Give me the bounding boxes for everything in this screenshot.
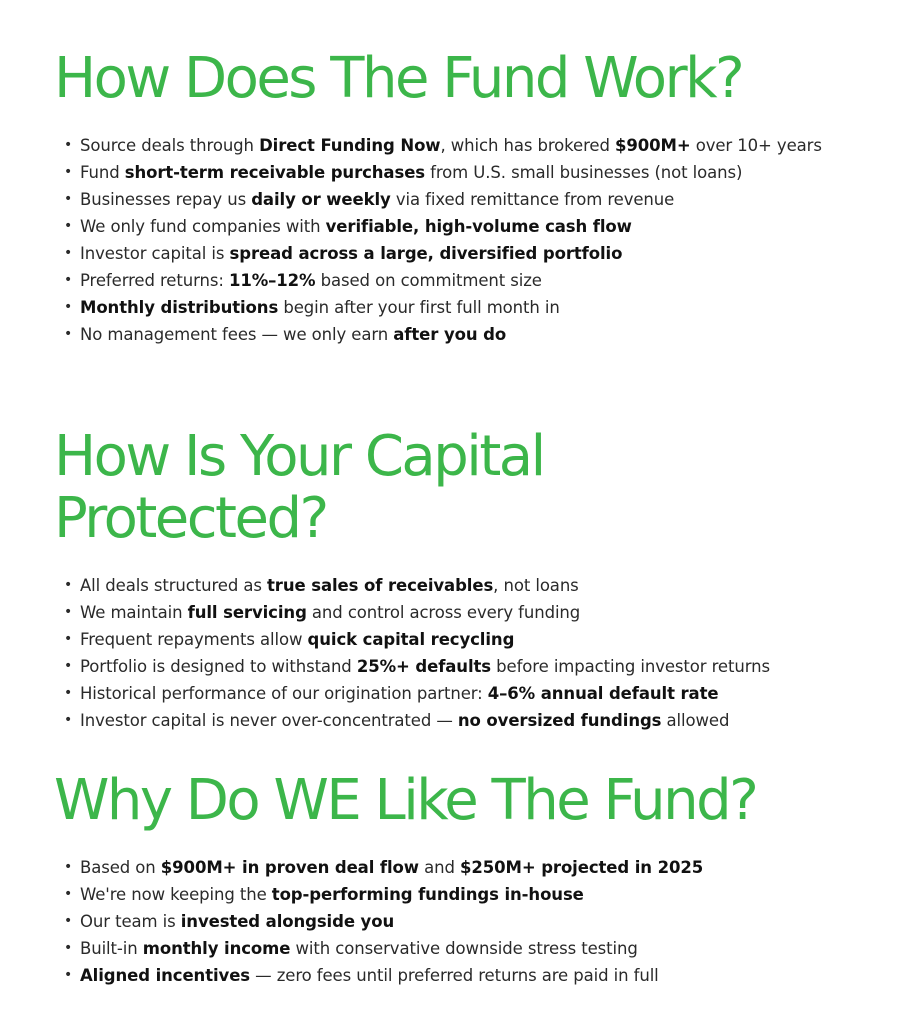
text: No management fees — we only earn [80,325,394,344]
bullet-item [54,626,854,653]
bullet-item [54,599,854,626]
section-how-fund-works [54,48,854,348]
text: via fixed remittance from revenue [390,190,675,209]
text: , which has brokered [440,136,615,155]
bullet-list [54,854,854,989]
bold-text: Direct Funding Now [259,136,441,155]
text: Investor capital is [80,244,230,263]
bullet-item [54,962,854,989]
bullet-item [54,908,854,935]
bold-text: after you do [393,325,507,344]
section-why-we-like-fund [54,770,854,989]
text: We only fund companies with [80,217,326,236]
text: , not loans [493,576,579,595]
bold-text: $250M+ projected in 2025 [459,858,704,877]
bullet-item [54,653,854,680]
bullet-item [54,240,854,267]
bold-text: $900M+ in proven deal flow [160,858,419,877]
bold-text: daily or weekly [251,190,391,209]
bullet-item [54,186,854,213]
bold-text: $900M+ [614,136,691,155]
bullet-item [54,680,854,707]
section-capital-protection [54,426,854,734]
bold-text: Aligned incentives [80,966,251,985]
bold-text: 11%–12% [228,271,316,290]
bold-text: monthly income [142,939,291,958]
text: and control across every funding [306,603,581,622]
bullet-item [54,267,854,294]
text: with conservative downside stress testing [290,939,638,958]
text: over 10+ years [690,136,822,155]
bullet-item [54,213,854,240]
text: begin after your first full month in [278,298,560,317]
bullet-item [54,854,854,881]
bold-text: 25%+ defaults [356,657,492,676]
text: Portfolio is designed to withstand [80,657,357,676]
bullet-item [54,935,854,962]
bullet-list [54,572,854,734]
text: We maintain [80,603,188,622]
bold-text: top-performing fundings in-house [271,885,584,904]
bullet-list [54,132,854,348]
text: — zero fees until preferred returns are paid in full [250,966,659,985]
text: from U.S. small businesses (not loans) [425,163,743,182]
bullet-item [54,294,854,321]
text: before impacting investor returns [491,657,770,676]
text: Businesses repay us [80,190,252,209]
bold-text: true sales of receivables [267,576,494,595]
text: All deals structured as [80,576,268,595]
bold-text: invested alongside you [180,912,395,931]
bold-text: full servicing [187,603,307,622]
section-title: Why Do WE Like The Fund? [54,768,757,833]
text: Our team is [80,912,181,931]
bold-text: short-term receivable purchases [124,163,425,182]
section-title-text: How Is Your Capital Protected? [54,424,544,551]
section-title [54,426,654,550]
bold-text: quick capital recycling [307,630,515,649]
text: Investor capital is never over-concentrated — [80,711,458,730]
bold-text: verifiable, high-volume cash flow [325,217,632,236]
section-title: How Does The Fund Work? [54,46,743,111]
bold-text: Monthly distributions [80,298,279,317]
bullet-item [54,572,854,599]
bold-text: no oversized fundings [457,711,662,730]
bullet-item [54,159,854,186]
text: and [418,858,460,877]
text: Preferred returns: [80,271,229,290]
text: Built-in [80,939,143,958]
text: Fund [80,163,125,182]
bold-text: spread across a large, diversified portfolio [229,244,623,263]
text: allowed [661,711,730,730]
bold-text: 4–6% annual default rate [487,684,719,703]
text: Historical performance of our origination partner: [80,684,488,703]
bullet-item [54,132,854,159]
bullet-item [54,881,854,908]
text: Source deals through [80,136,260,155]
text: Frequent repayments allow [80,630,308,649]
text: Based on [80,858,161,877]
text: based on commitment size [315,271,542,290]
bullet-item [54,321,854,348]
bullet-item [54,707,854,734]
text: We're now keeping the [80,885,272,904]
